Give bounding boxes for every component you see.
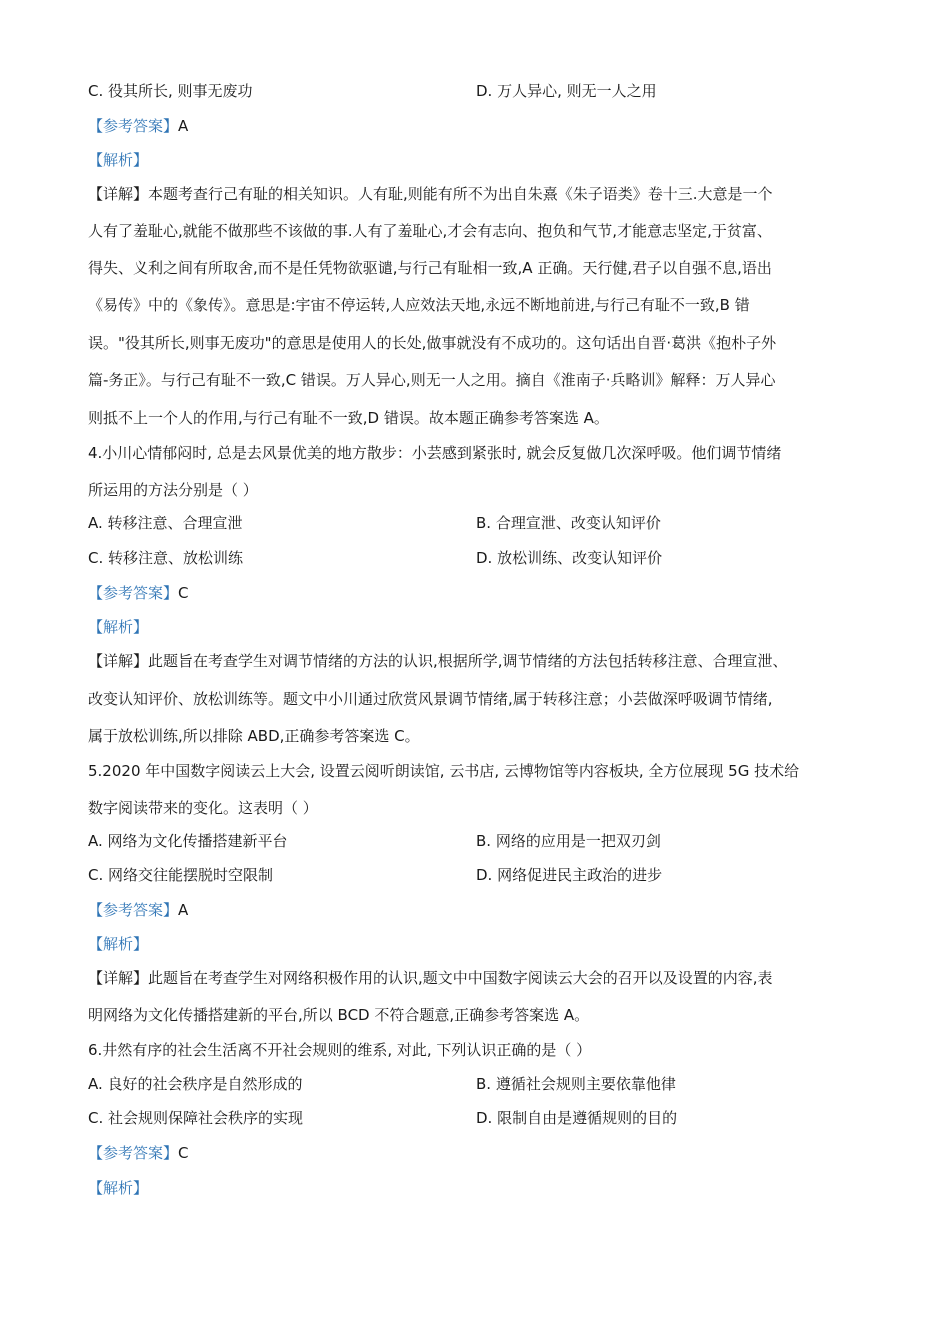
q6-option-c: C. 社会规则保障社会秩序的实现 <box>88 1109 304 1127</box>
q3-detail-line: 《易传》中的《象传》。意思是:宇宙不停运转,人应效法天地,永远不断地前进,与行己有耻不一致,B 错 <box>88 296 750 314</box>
q3-detail-line: 人有了羞耻心,就能不做那些不该做的事.人有了羞耻心,才会有志向、抱负和气节,才能意志坚定,于贫富、 <box>88 222 772 240</box>
q6-stem: 6.井然有序的社会生活离不开社会规则的维系, 对此, 下列认识正确的是（ ） <box>88 1041 592 1059</box>
q3-detail-line: 则抵不上一个人的作用,与行己有耻不一致,D 错误。故本题正确参考答案选 A。 <box>88 409 609 427</box>
q5-option-b: B. 网络的应用是一把双刃剑 <box>476 832 661 850</box>
q3-analysis-label: 【解析】 <box>88 151 149 169</box>
q4-option-c: C. 转移注意、放松训练 <box>88 549 244 567</box>
q4-answer <box>88 583 878 603</box>
q3-option-c: C. 役其所长, 则事无废功 <box>88 82 253 100</box>
q3-detail-line: 篇-务正》。与行己有耻不一致,C 错误。万人异心,则无一人之用。摘自《淮南子·兵略训》解释：万人异心 <box>88 371 776 389</box>
q5-option-c: C. 网络交往能摆脱时空限制 <box>88 866 274 884</box>
answer-label: 【参考答案】 <box>88 1144 179 1162</box>
q3-answer <box>88 116 878 136</box>
q5-option-d: D. 网络促进民主政治的进步 <box>476 866 663 884</box>
q5-analysis-label: 【解析】 <box>88 935 149 953</box>
answer-value: A <box>178 117 189 135</box>
q4-stem-line: 4.小川心情郁闷时, 总是去风景优美的地方散步：小芸感到紧张时, 就会反复做几次深呼吸。他们调节情绪 <box>88 444 782 462</box>
q5-detail-line: 明网络为文化传播搭建新的平台,所以 BCD 不符合题意,正确参考答案选 A。 <box>88 1006 590 1024</box>
q4-analysis-label: 【解析】 <box>88 618 149 636</box>
q4-option-b: B. 合理宣泄、改变认知评价 <box>476 514 661 532</box>
q6-option-a: A. 良好的社会秩序是自然形成的 <box>88 1075 303 1093</box>
q3-detail-line: 得失、义利之间有所取舍,而不是任凭物欲驱谴,与行己有耻相一致,A 正确。天行健,君子以自强不息,语出 <box>88 259 772 277</box>
q3-detail-line: 误。"役其所长,则事无废功"的意思是使用人的长处,做事就没有不成功的。这句话出自晋·葛洪《抱朴子外 <box>88 334 777 352</box>
q5-option-a: A. 网络为文化传播搭建新平台 <box>88 832 288 850</box>
answer-value: C <box>178 584 189 602</box>
q3-option-d: D. 万人异心, 则无一人之用 <box>476 82 657 100</box>
q5-detail-line: 【详解】此题旨在考查学生对网络积极作用的认识,题文中中国数字阅读云大会的召开以及设置的内容,表 <box>88 969 773 987</box>
q6-answer <box>88 1143 878 1163</box>
q4-detail-line: 属于放松训练,所以排除 ABD,正确参考答案选 C。 <box>88 727 420 745</box>
answer-value: C <box>178 1144 189 1162</box>
q5-answer <box>88 900 878 920</box>
q4-option-d: D. 放松训练、改变认知评价 <box>476 549 663 567</box>
q5-stem-line: 数字阅读带来的变化。这表明（ ） <box>88 799 318 817</box>
answer-label: 【参考答案】 <box>88 584 179 602</box>
q4-stem-line: 所运用的方法分别是（ ） <box>88 481 258 499</box>
q5-stem-line: 5.2020 年中国数字阅读云上大会, 设置云阅听朗读馆, 云书店, 云博物馆等内容板块, 全方位展现 5G 技术给 <box>88 762 800 780</box>
answer-label: 【参考答案】 <box>88 117 179 135</box>
q4-detail-line: 【详解】此题旨在考查学生对调节情绪的方法的认识,根据所学,调节情绪的方法包括转移注意、合理宣泄、 <box>88 652 788 670</box>
q6-option-d: D. 限制自由是遵循规则的目的 <box>476 1109 678 1127</box>
q6-option-b: B. 遵循社会规则主要依靠他律 <box>476 1075 676 1093</box>
q4-detail-line: 改变认知评价、放松训练等。题文中小川通过欣赏风景调节情绪,属于转移注意；小芸做深呼吸调节情绪, <box>88 690 773 708</box>
answer-value: A <box>178 901 189 919</box>
q6-analysis-label: 【解析】 <box>88 1179 149 1197</box>
q3-detail-line: 【详解】本题考查行己有耻的相关知识。人有耻,则能有所不为出自朱熹《朱子语类》卷十三.大意是一个 <box>88 185 773 203</box>
q4-option-a: A. 转移注意、合理宣泄 <box>88 514 243 532</box>
answer-label: 【参考答案】 <box>88 901 179 919</box>
